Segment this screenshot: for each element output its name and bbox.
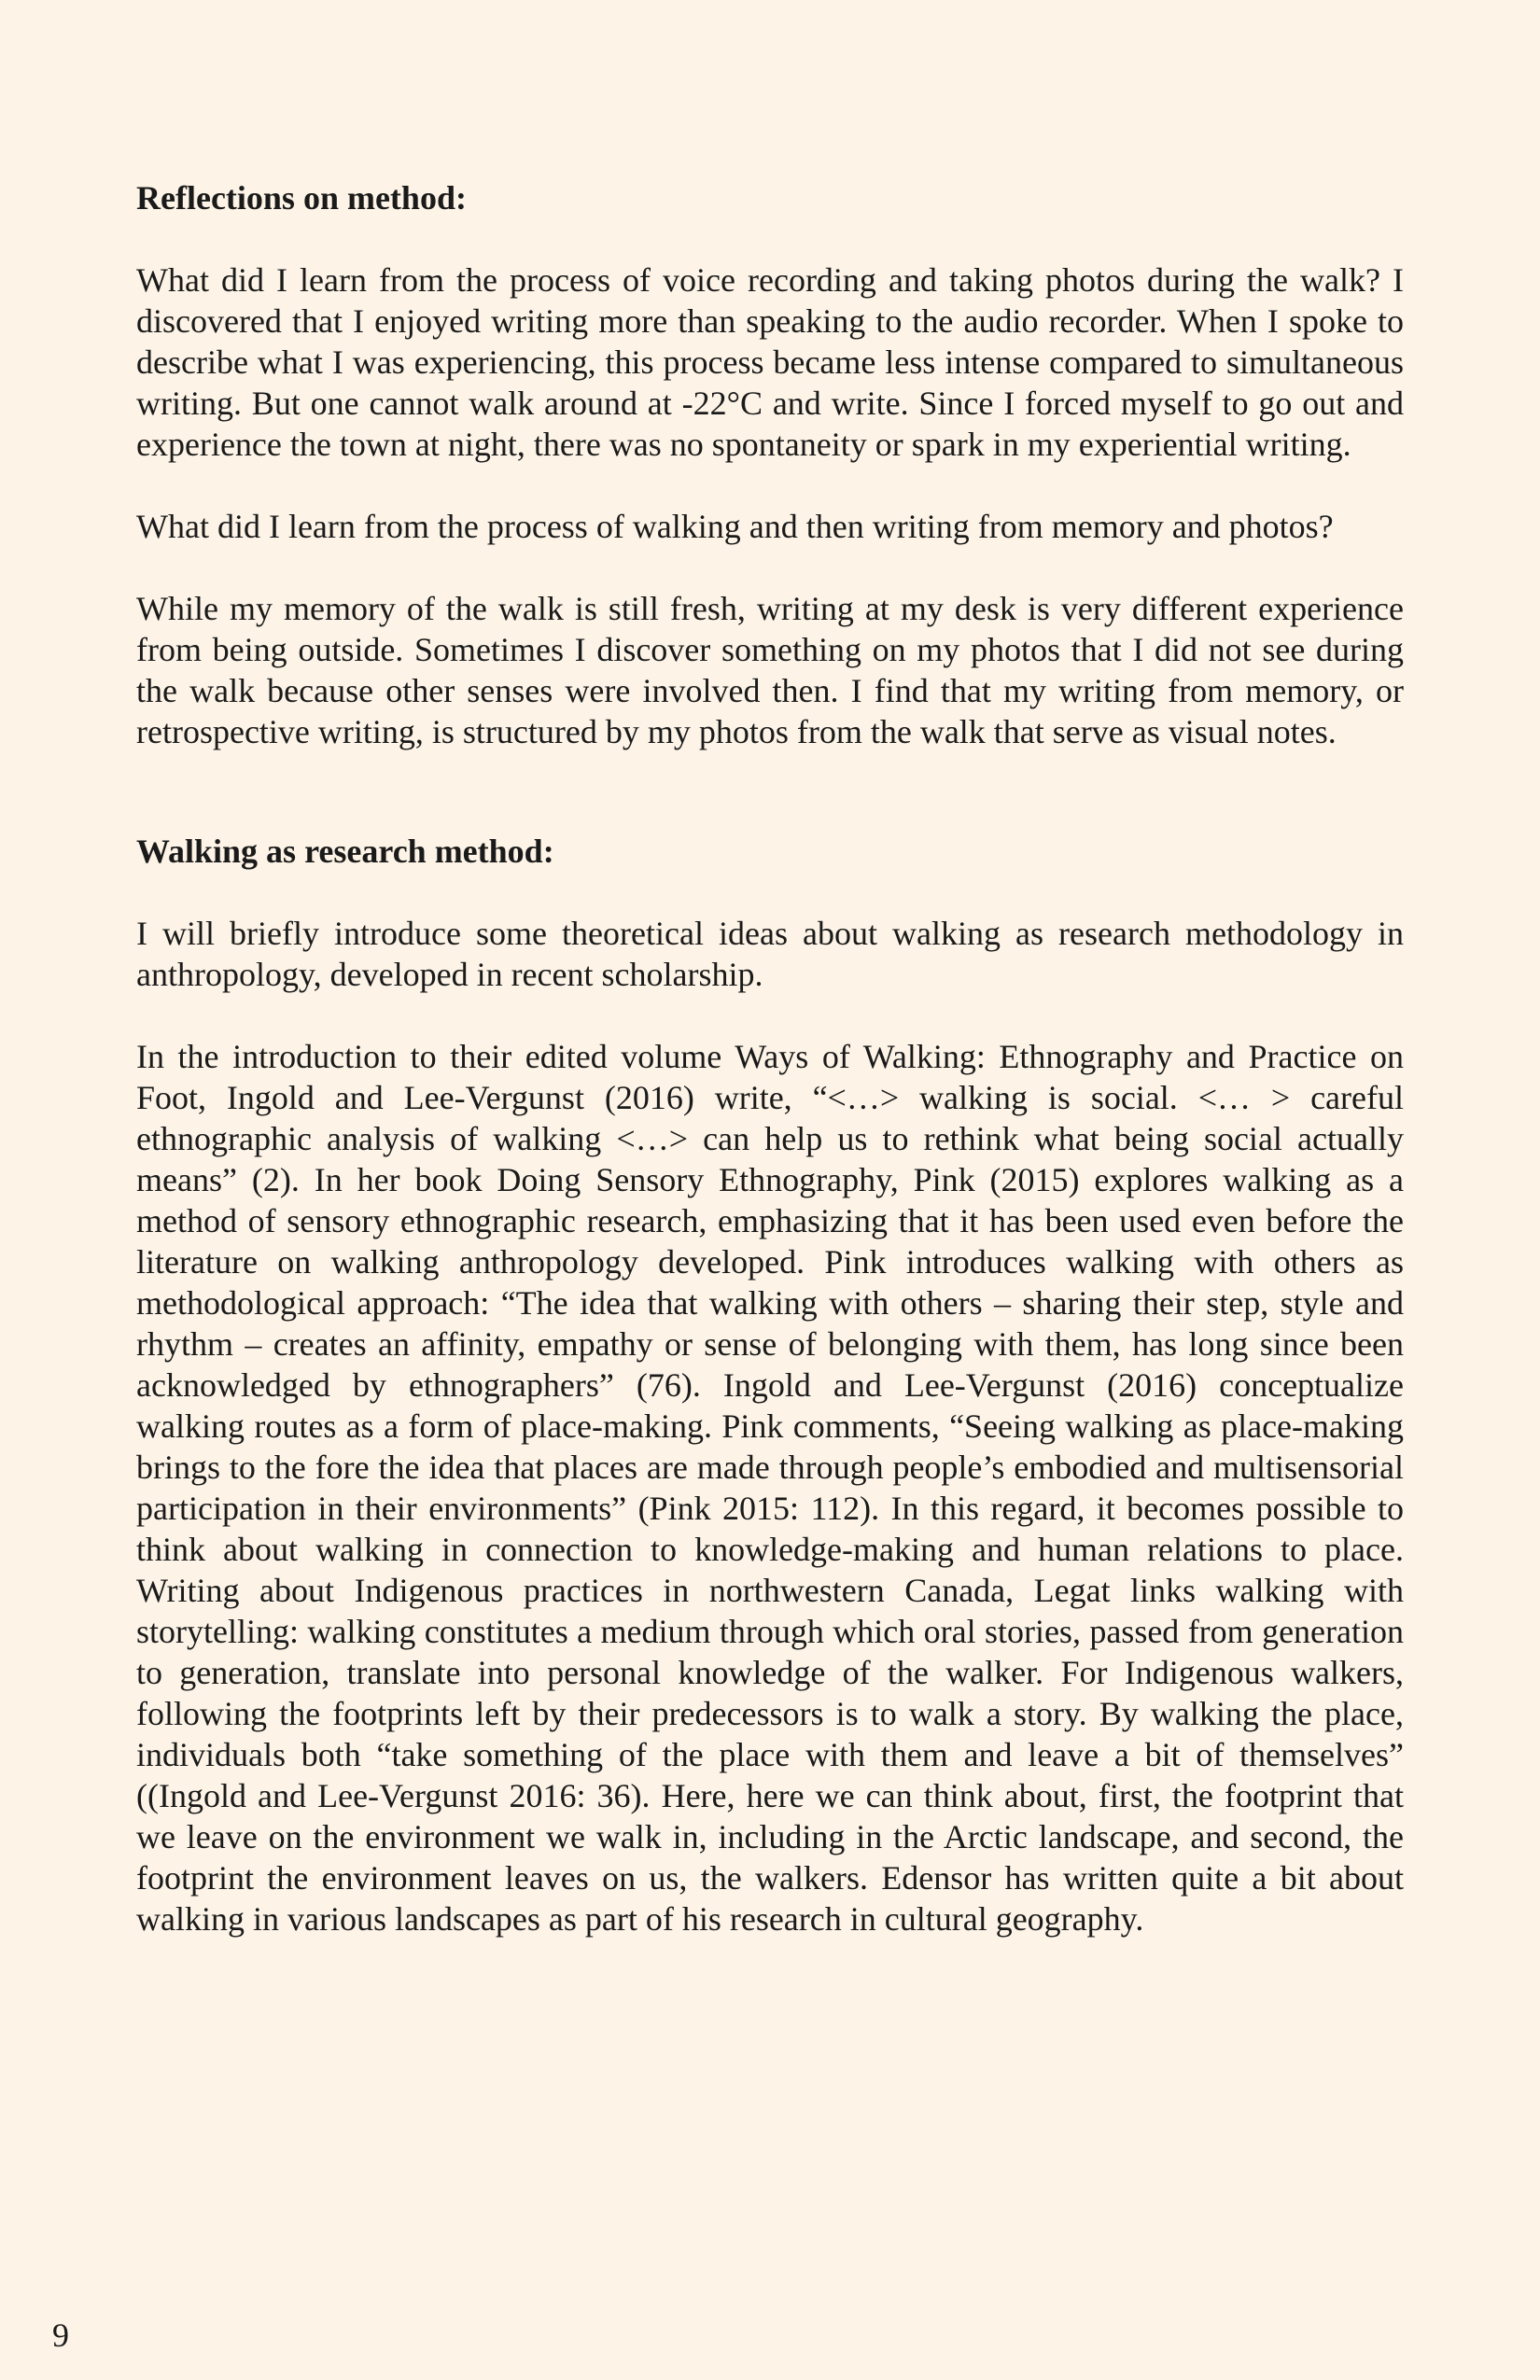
paragraph: What did I learn from the process of walking and then writing from memory and photos? [136,508,1334,545]
section-reflections [136,177,1404,752]
paragraph: I will briefly introduce some theoretical ideas about walking as research methodology in anthropology, developed in recent scholarship. [136,915,1404,993]
paragraph: While my memory of the walk is still fresh, writing at my desk is very different experience from being outside. Sometimes I discover something on my photos that I did not see during the walk because other senses were involved then. I find that my writing from memory, or retrospective writing, is structured by my photos from the walk that serve as visual notes. [136,590,1404,750]
section-heading: Walking as research method: [136,833,554,870]
section-spacer [136,793,1404,831]
paragraph: What did I learn from the process of voice recording and taking photos during the walk? I discovered that I enjoyed writing more than speaking to the audio recorder. When I spoke to describe what I was experiencing, this process became less intense compared to simultaneous writing. But one cannot walk around at -22°C and write. Since I forced myself to go out and experience the town at night, there was no spontaneity or spark in my experiential writing. [136,261,1404,463]
page-number: 9 [52,2317,69,2354]
section-heading: Reflections on method: [136,179,467,217]
section-walking [136,831,1404,1939]
page-body [136,177,1404,1981]
paragraph: In the introduction to their edited volume Ways of Walking: Ethnography and Practice on Foot, Ingold and Lee-Vergunst (2016) write, “<…> walking is social. <… > careful ethnographic analysis of walking <…> can help us to rethink what being social actually means” (2). In her book Doing Sensory Ethnography, Pink (2015) explores walking as a method of sensory ethnographic research, emphasizing that it has been used even before the literature on walking anthropology developed. Pink introduces walking with others as methodological approach: “The idea that walking with others – sharing their step, style and rhythm – creates an affinity, empathy or sense of belonging with them, has long since been acknowledged by ethnographers” (76). Ingold and Lee-Vergunst (2016) conceptualize walking routes as a form of place-making. Pink comments, “Seeing walking as place-making brings to the fore the idea that places are made through people’s embodied and multisensorial participation in their environments” (Pink 2015: 112). In this regard, it becomes possible to think about walking in connection to knowledge-making and human relations to place. Writing about Indigenous practices in northwestern Canada, Legat links walking with storytelling: walking constitutes a medium through which oral stories, passed from generation to generation, translate into personal knowledge of the walker. For Indigenous walkers, following the footprints left by their predecessors is to walk a story. By walking the place, individuals both “take something of the place with them and leave a bit of themselves” ((Ingold and Lee-Vergunst 2016: 36). Here, here we can think about, first, the footprint that we leave on the environment we walk in, including in the Arctic landscape, and second, the footprint the environment leaves on us, the walkers. Edensor has written quite a bit about walking in various landscapes as part of his research in cultural geography. [136,1038,1404,1938]
